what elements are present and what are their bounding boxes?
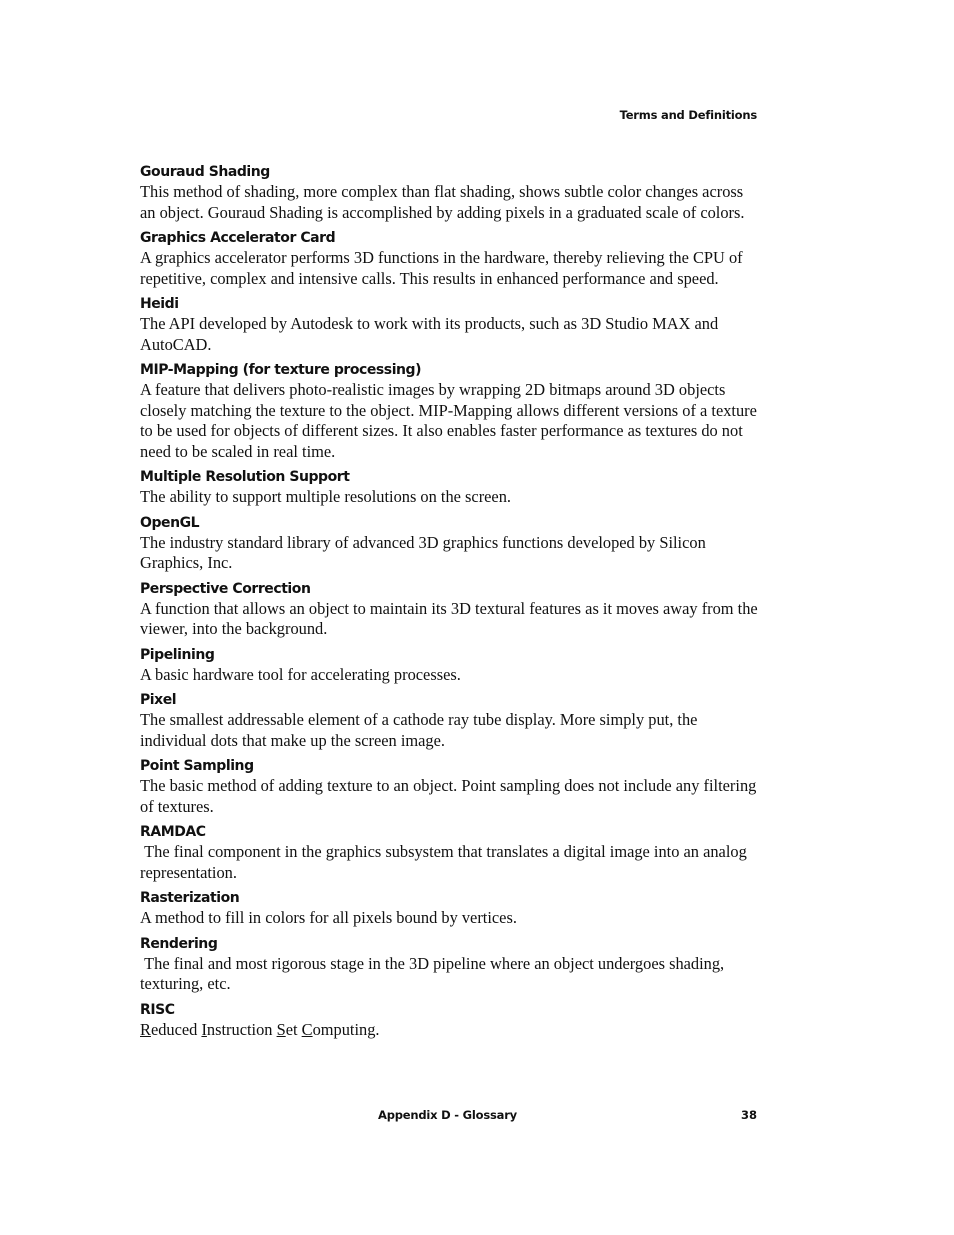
glossary-term: Pipelining (140, 646, 215, 663)
glossary-term: Gouraud Shading (140, 164, 270, 180)
glossary-definition: The basic method of adding texture to an object. Point sampling does not include any filtering of textures. (140, 776, 757, 816)
glossary-list (140, 163, 760, 1046)
definition-text: et (285, 1019, 302, 1039)
glossary-definition: This method of shading, more complex than flat shading, shows subtle color changes across an object. Gouraud Shading is accomplished by adding pixels in a graduated scale of colors. (140, 182, 745, 222)
glossary-definition: The API developed by Autodesk to work with its products, such as 3D Studio MAX and AutoCAD. (140, 314, 719, 354)
glossary-entry-risc (140, 1001, 760, 1041)
glossary-definition: The smallest addressable element of a cathode ray tube display. More simply put, the individual dots that make up the screen image. (140, 710, 698, 750)
glossary-entry-heidi (140, 295, 760, 355)
glossary-term: Perspective Correction (140, 580, 311, 597)
acronym-letter: I (201, 1019, 207, 1039)
page-number: 38 (740, 1108, 757, 1122)
glossary-definition: A function that allows an object to maintain its 3D textural features as it moves away from the viewer, into the background. (140, 598, 758, 638)
glossary-term: Pixel (140, 692, 177, 708)
glossary-entry-perspective-correction (140, 580, 760, 640)
footer-section-title: Appendix D - Glossary (378, 1108, 517, 1122)
glossary-definition: The industry standard library of advanced 3D graphics functions developed by Silicon Graphics, Inc. (140, 532, 706, 572)
glossary-definition: The final component in the graphics subsystem that translates a digital image into an analog representation. (140, 842, 751, 882)
glossary-entry-ramdac (140, 823, 760, 883)
running-header-title: Terms and Definitions (619, 108, 757, 122)
definition-text: educed (150, 1019, 202, 1039)
glossary-entry-pipelining (140, 646, 760, 686)
glossary-term: Point Sampling (140, 758, 254, 774)
glossary-entry-gouraud-shading (140, 163, 760, 223)
glossary-definition: The final and most rigorous stage in the 3D pipeline where an object undergoes shading, texturing, etc. (140, 953, 729, 993)
acronym-letter: R (140, 1019, 151, 1039)
glossary-term: RAMDAC (140, 824, 206, 840)
glossary-term: RISC (140, 1001, 175, 1018)
glossary-term: Rendering (140, 935, 218, 952)
definition-text: omputing. (312, 1019, 380, 1039)
glossary-entry-rasterization (140, 889, 760, 929)
glossary-definition: A graphics accelerator performs 3D functions in the hardware, thereby relieving the CPU of repetitive, complex and intensive calls. This results in enhanced performance and speed. (140, 248, 743, 288)
glossary-term: Multiple Resolution Support (140, 469, 350, 485)
glossary-term: Graphics Accelerator Card (140, 230, 336, 246)
glossary-entry-opengl (140, 514, 760, 574)
glossary-entry-pixel (140, 691, 760, 751)
glossary-definition: A feature that delivers photo-realistic images by wrapping 2D bitmaps around 3D objects closely matching the texture to the object. MIP-Mapping allows different versions of a texture to be used for objects of different sizes. It also enables faster performance as textures do not need to be scaled in real time. (140, 380, 757, 461)
glossary-entry-multiple-resolution-support (140, 468, 760, 508)
acronym-letter: S (276, 1019, 286, 1039)
glossary-definition (140, 1020, 760, 1041)
glossary-term: MIP-Mapping (for texture processing) (140, 362, 422, 378)
glossary-term: Rasterization (140, 890, 240, 906)
glossary-definition: A basic hardware tool for accelerating processes. (140, 664, 461, 684)
glossary-entry-mip-mapping (140, 361, 760, 462)
glossary-entry-graphics-accelerator-card (140, 229, 760, 289)
glossary-definition: A method to fill in colors for all pixels bound by vertices. (140, 908, 517, 927)
glossary-entry-rendering (140, 935, 760, 995)
definition-text: nstruction (206, 1019, 277, 1039)
glossary-term: Heidi (140, 296, 179, 312)
acronym-letter: C (301, 1019, 313, 1039)
glossary-definition: The ability to support multiple resolutions on the screen. (140, 487, 511, 506)
glossary-entry-point-sampling (140, 757, 760, 817)
glossary-term: OpenGL (140, 514, 200, 531)
